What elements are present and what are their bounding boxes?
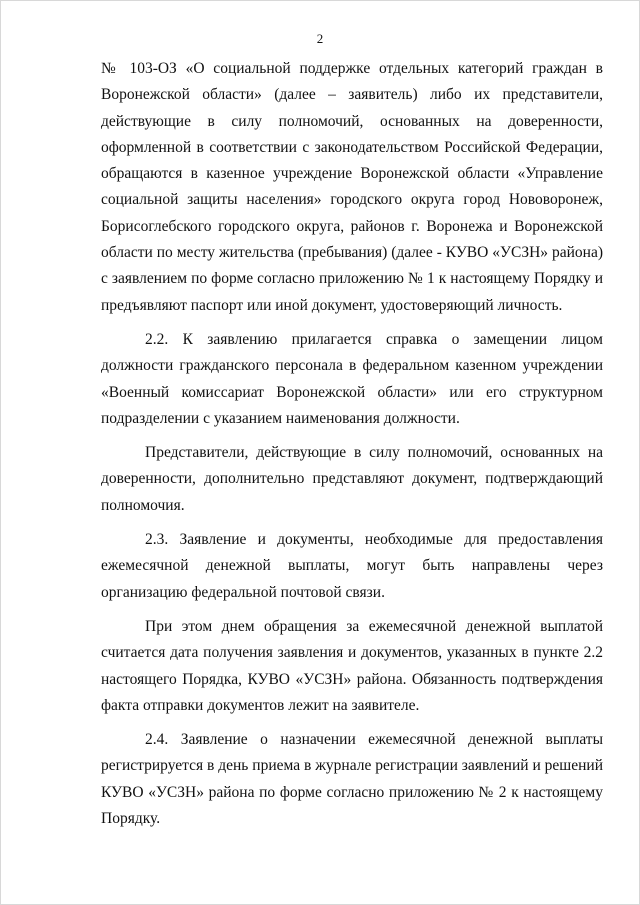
paragraph-2-3: 2.3. Заявление и документы, необходимые для предоставления ежемесячной денежной выплаты, могут быть направлены через организацию федеральной почтовой связи. bbox=[101, 531, 603, 601]
paragraph-representatives: Представители, действующие в силу полномочий, основанных на доверенности, дополнительно представляют документ, подтверждающий полномочия. bbox=[101, 444, 603, 514]
paragraph-continuation: № 103-ОЗ «О социальной поддержке отдельных категорий граждан в Воронежской области» (далее – заявитель) либо их представители, действующие в силу полномочий, основанных на доверенности, оформленной в соответствии с законодательством Российской Федерации, обращаются в казенное учреждение Воронежской области «Управление социальной защиты населения» городского округа город Нововоронеж, Борисоглебского городского округа, районов г. Воронежа и Воронежской области по месту жительства (пребывания) (далее - КУВО «УСЗН» района) с заявлением по форме согласно приложению № 1 к настоящему Порядку и предъявляют паспорт или иной документ, удостоверяющий личность. bbox=[101, 60, 603, 314]
paragraph-2-4: 2.4. Заявление о назначении ежемесячной денежной выплаты регистрируется в день приема в журнале регистрации заявлений и решений КУВО «УСЗН» района по форме согласно приложению № 2 к настоящему Порядку. bbox=[101, 731, 603, 828]
page-number: 2 bbox=[316, 31, 324, 46]
document-body bbox=[101, 56, 603, 832]
paragraph-application-date: При этом днем обращения за ежемесячной денежной выплатой считается дата получения заявления и документов, указанных в пункте 2.2 настоящего Порядка, КУВО «УСЗН» района. Обязанность подтверждения факта отправки документов лежит на заявителе. bbox=[101, 617, 603, 714]
paragraph-2-2: 2.2. К заявлению прилагается справка о замещении лицом должности гражданского персонала в федеральном казенном учреждении «Военный комиссариат Воронежской области» или его структурном подразделении с указанием наименования должности. bbox=[101, 330, 603, 427]
